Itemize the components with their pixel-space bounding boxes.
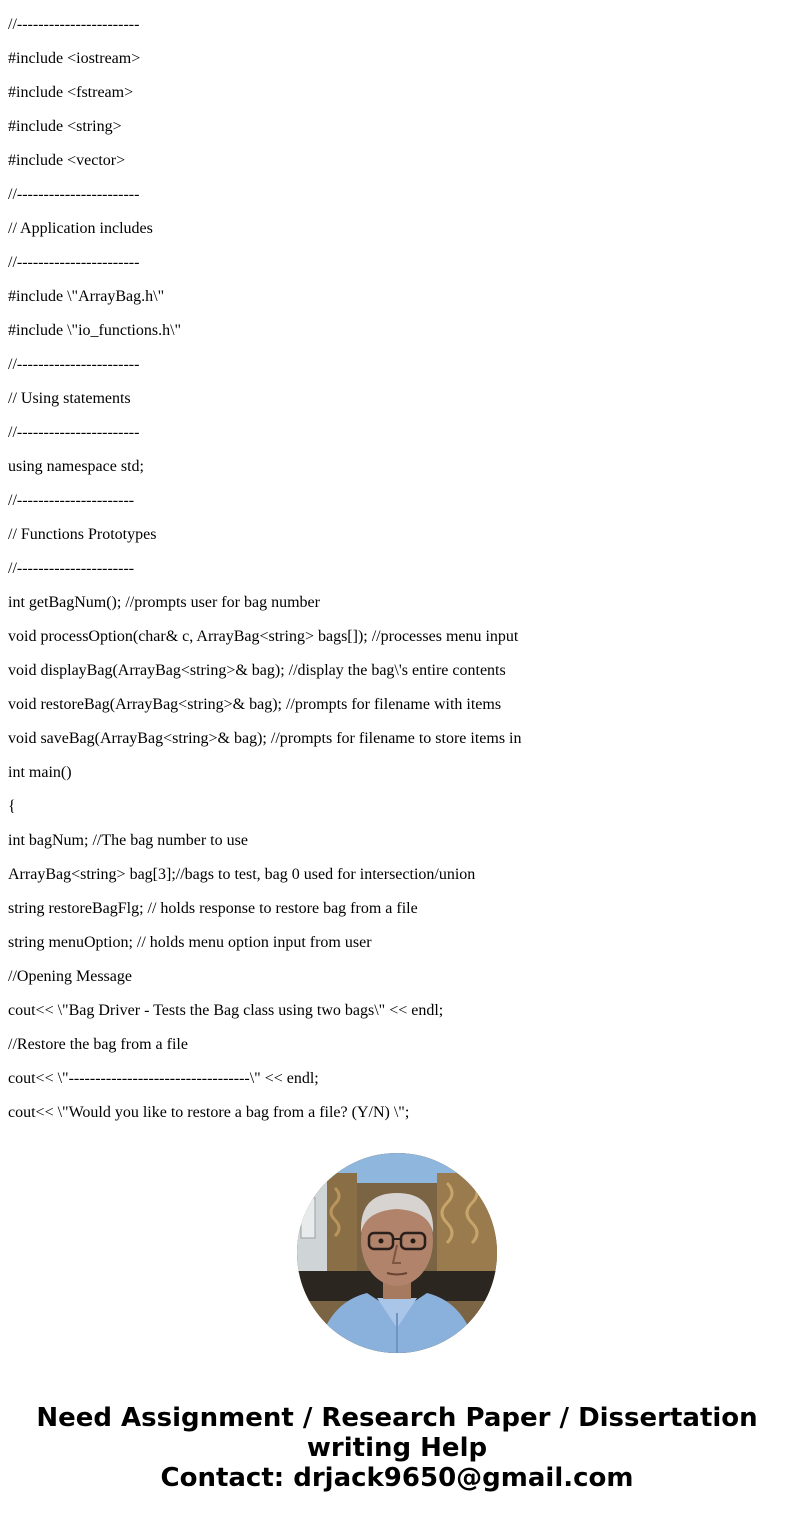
code-line: // Using statements: [8, 390, 131, 407]
contact-email: Contact: drjack9650@gmail.com: [160, 1463, 634, 1493]
code-line: string menuOption; // holds menu option input from user: [8, 934, 372, 951]
code-line: //-----------------------: [8, 16, 140, 33]
code-line: cout<< \"Would you like to restore a bag from a file? (Y/N) \";: [8, 1104, 410, 1121]
code-line: #include <iostream>: [8, 50, 141, 67]
code-line: int getBagNum(); //prompts user for bag number: [8, 594, 320, 611]
author-avatar: [297, 1153, 497, 1353]
code-line: #include <fstream>: [8, 84, 134, 101]
code-line: //-----------------------: [8, 186, 140, 203]
code-line: int bagNum; //The bag number to use: [8, 832, 248, 849]
code-line: cout<< \"Bag Driver - Tests the Bag class using two bags\" << endl;: [8, 1002, 444, 1019]
code-line: using namespace std;: [8, 458, 144, 475]
code-line: ArrayBag<string> bag[3];//bags to test, bag 0 used for intersection/union: [8, 866, 476, 883]
code-line: #include <vector>: [8, 152, 126, 169]
code-line: // Application includes: [8, 220, 153, 237]
code-line: //----------------------: [8, 560, 135, 577]
code-line: //----------------------: [8, 492, 135, 509]
code-line: void saveBag(ArrayBag<string>& bag); //prompts for filename to store items in: [8, 730, 522, 747]
code-listing: [8, 15, 788, 1137]
code-line: //Opening Message: [8, 968, 132, 985]
code-line: //-----------------------: [8, 356, 140, 373]
code-line: string restoreBagFlg; // holds response to restore bag from a file: [8, 900, 418, 917]
code-line: //-----------------------: [8, 254, 140, 271]
code-line: {: [8, 798, 16, 815]
code-line: void restoreBag(ArrayBag<string>& bag); //prompts for filename with items: [8, 696, 502, 713]
help-heading-line-2: writing Help: [306, 1433, 488, 1463]
code-line: //-----------------------: [8, 424, 140, 441]
code-line: void displayBag(ArrayBag<string>& bag); //display the bag\'s entire contents: [8, 662, 506, 679]
code-line: cout<< \"----------------------------------\" << endl;: [8, 1070, 319, 1087]
code-line: int main(): [8, 764, 72, 781]
code-line: #include <string>: [8, 118, 122, 135]
code-line: #include \"ArrayBag.h\": [8, 288, 165, 305]
author-portrait: [297, 1153, 497, 1353]
code-line: void processOption(char& c, ArrayBag<string> bags[]); //processes menu input: [8, 628, 519, 645]
contact-banner: [0, 1403, 794, 1493]
code-line: // Functions Prototypes: [8, 526, 157, 543]
help-heading-line-1: Need Assignment / Research Paper / Dissertation: [36, 1403, 758, 1433]
code-line: #include \"io_functions.h\": [8, 322, 182, 339]
code-line: //Restore the bag from a file: [8, 1036, 188, 1053]
